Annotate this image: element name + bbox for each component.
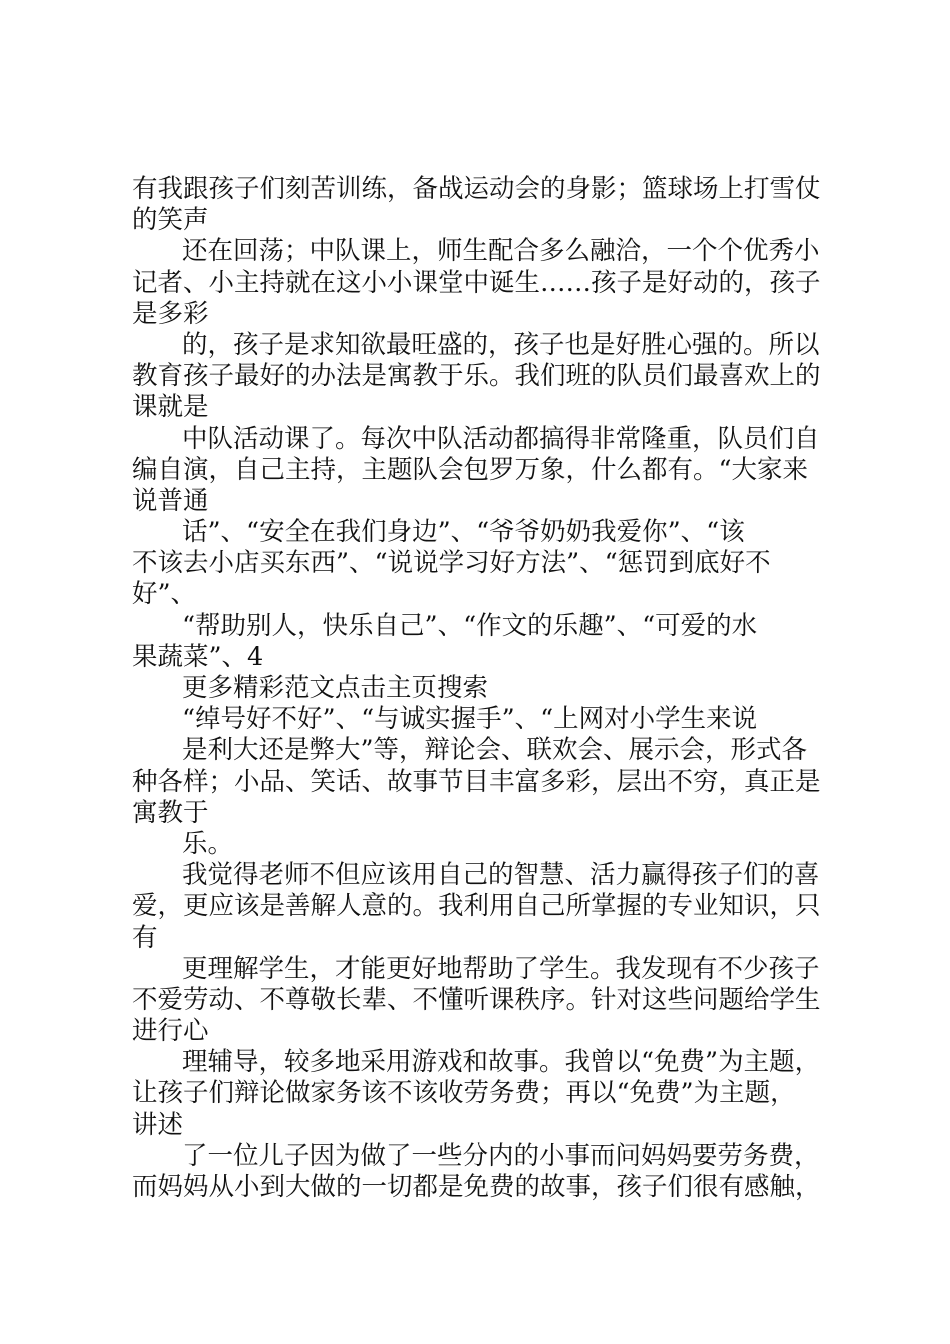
text-line: 有 — [132, 922, 158, 953]
text-line: 理辅导，较多地采用游戏和故事。我曾以“免费”为主题， — [182, 1047, 821, 1078]
text-line: 寓教于 — [132, 797, 209, 828]
body-text — [132, 174, 852, 1203]
text-line: 种各样；小品、笑话、故事节目丰富多彩，层出不穷，真正是 — [132, 766, 821, 797]
text-line: 了一位儿子因为做了一些分内的小事而问妈妈要劳务费， — [182, 1140, 820, 1171]
text-line: 讲述 — [132, 1109, 184, 1140]
text-line: 不爱劳动、不尊敬长辈、不懂听课秩序。针对这些问题给学生 — [132, 984, 821, 1015]
text-line: 乐。 — [182, 828, 234, 859]
text-line: 编自演，自己主持，主题队会包罗万象，什么都有。“大家来 — [132, 454, 809, 485]
text-line: 课就是 — [132, 392, 209, 423]
text-line: 是利大还是弊大”等，辩论会、联欢会、展示会，形式各 — [182, 735, 808, 766]
text-line: 让孩子们辩论做家务该不该收劳务费；再以“免费”为主题， — [132, 1078, 796, 1109]
text-line: 进行心 — [132, 1016, 209, 1047]
text-line: 说普通 — [132, 485, 209, 516]
text-line: 的笑声 — [132, 205, 209, 236]
text-line: “绰号好不好”、“与诚实握手”、“上网对小学生来说 — [182, 704, 758, 735]
text-line: 记者、小主持就在这小小课堂中诞生……孩子是好动的，孩子 — [132, 267, 821, 298]
text-line: 而妈妈从小到大做的一切都是免费的故事，孩子们很有感触， — [132, 1172, 821, 1202]
text-line: 是多彩 — [132, 298, 209, 329]
text-line: 更理解学生，才能更好地帮助了学生。我发现有不少孩子 — [182, 953, 820, 984]
text-line: 中队活动课了。每次中队活动都搞得非常隆重，队员们自 — [182, 423, 820, 454]
text-line: 还在回荡；中队课上，师生配合多么融洽，一个个优秀小 — [182, 236, 820, 267]
text-line: 果蔬菜”、4 — [132, 641, 264, 672]
text-line: 有我跟孩子们刻苦训练，备战运动会的身影；篮球场上打雪仗 — [132, 174, 821, 204]
text-line: 我觉得老师不但应该用自己的智慧、活力赢得孩子们的喜 — [182, 860, 820, 891]
text-line: 好”、 — [132, 579, 197, 610]
text-line: 爱，更应该是善解人意的。我利用自己所掌握的专业知识，只 — [132, 891, 821, 922]
text-line: 更多精彩范文点击主页搜索 — [182, 673, 489, 703]
text-line: 教育孩子最好的办法是寓教于乐。我们班的队员们最喜欢上的 — [132, 361, 821, 392]
text-line: 话”、“安全在我们身边”、“爷爷奶奶我爱你”、“该 — [182, 517, 745, 548]
text-line: 不该去小店买东西”、“说说学习好方法”、“惩罚到底好不 — [132, 548, 771, 579]
text-line: 的，孩子是求知欲最旺盛的，孩子也是好胜心强的。所以 — [182, 329, 820, 360]
text-line: “帮助别人，快乐自己”、“作文的乐趣”、“可爱的水 — [182, 610, 758, 641]
